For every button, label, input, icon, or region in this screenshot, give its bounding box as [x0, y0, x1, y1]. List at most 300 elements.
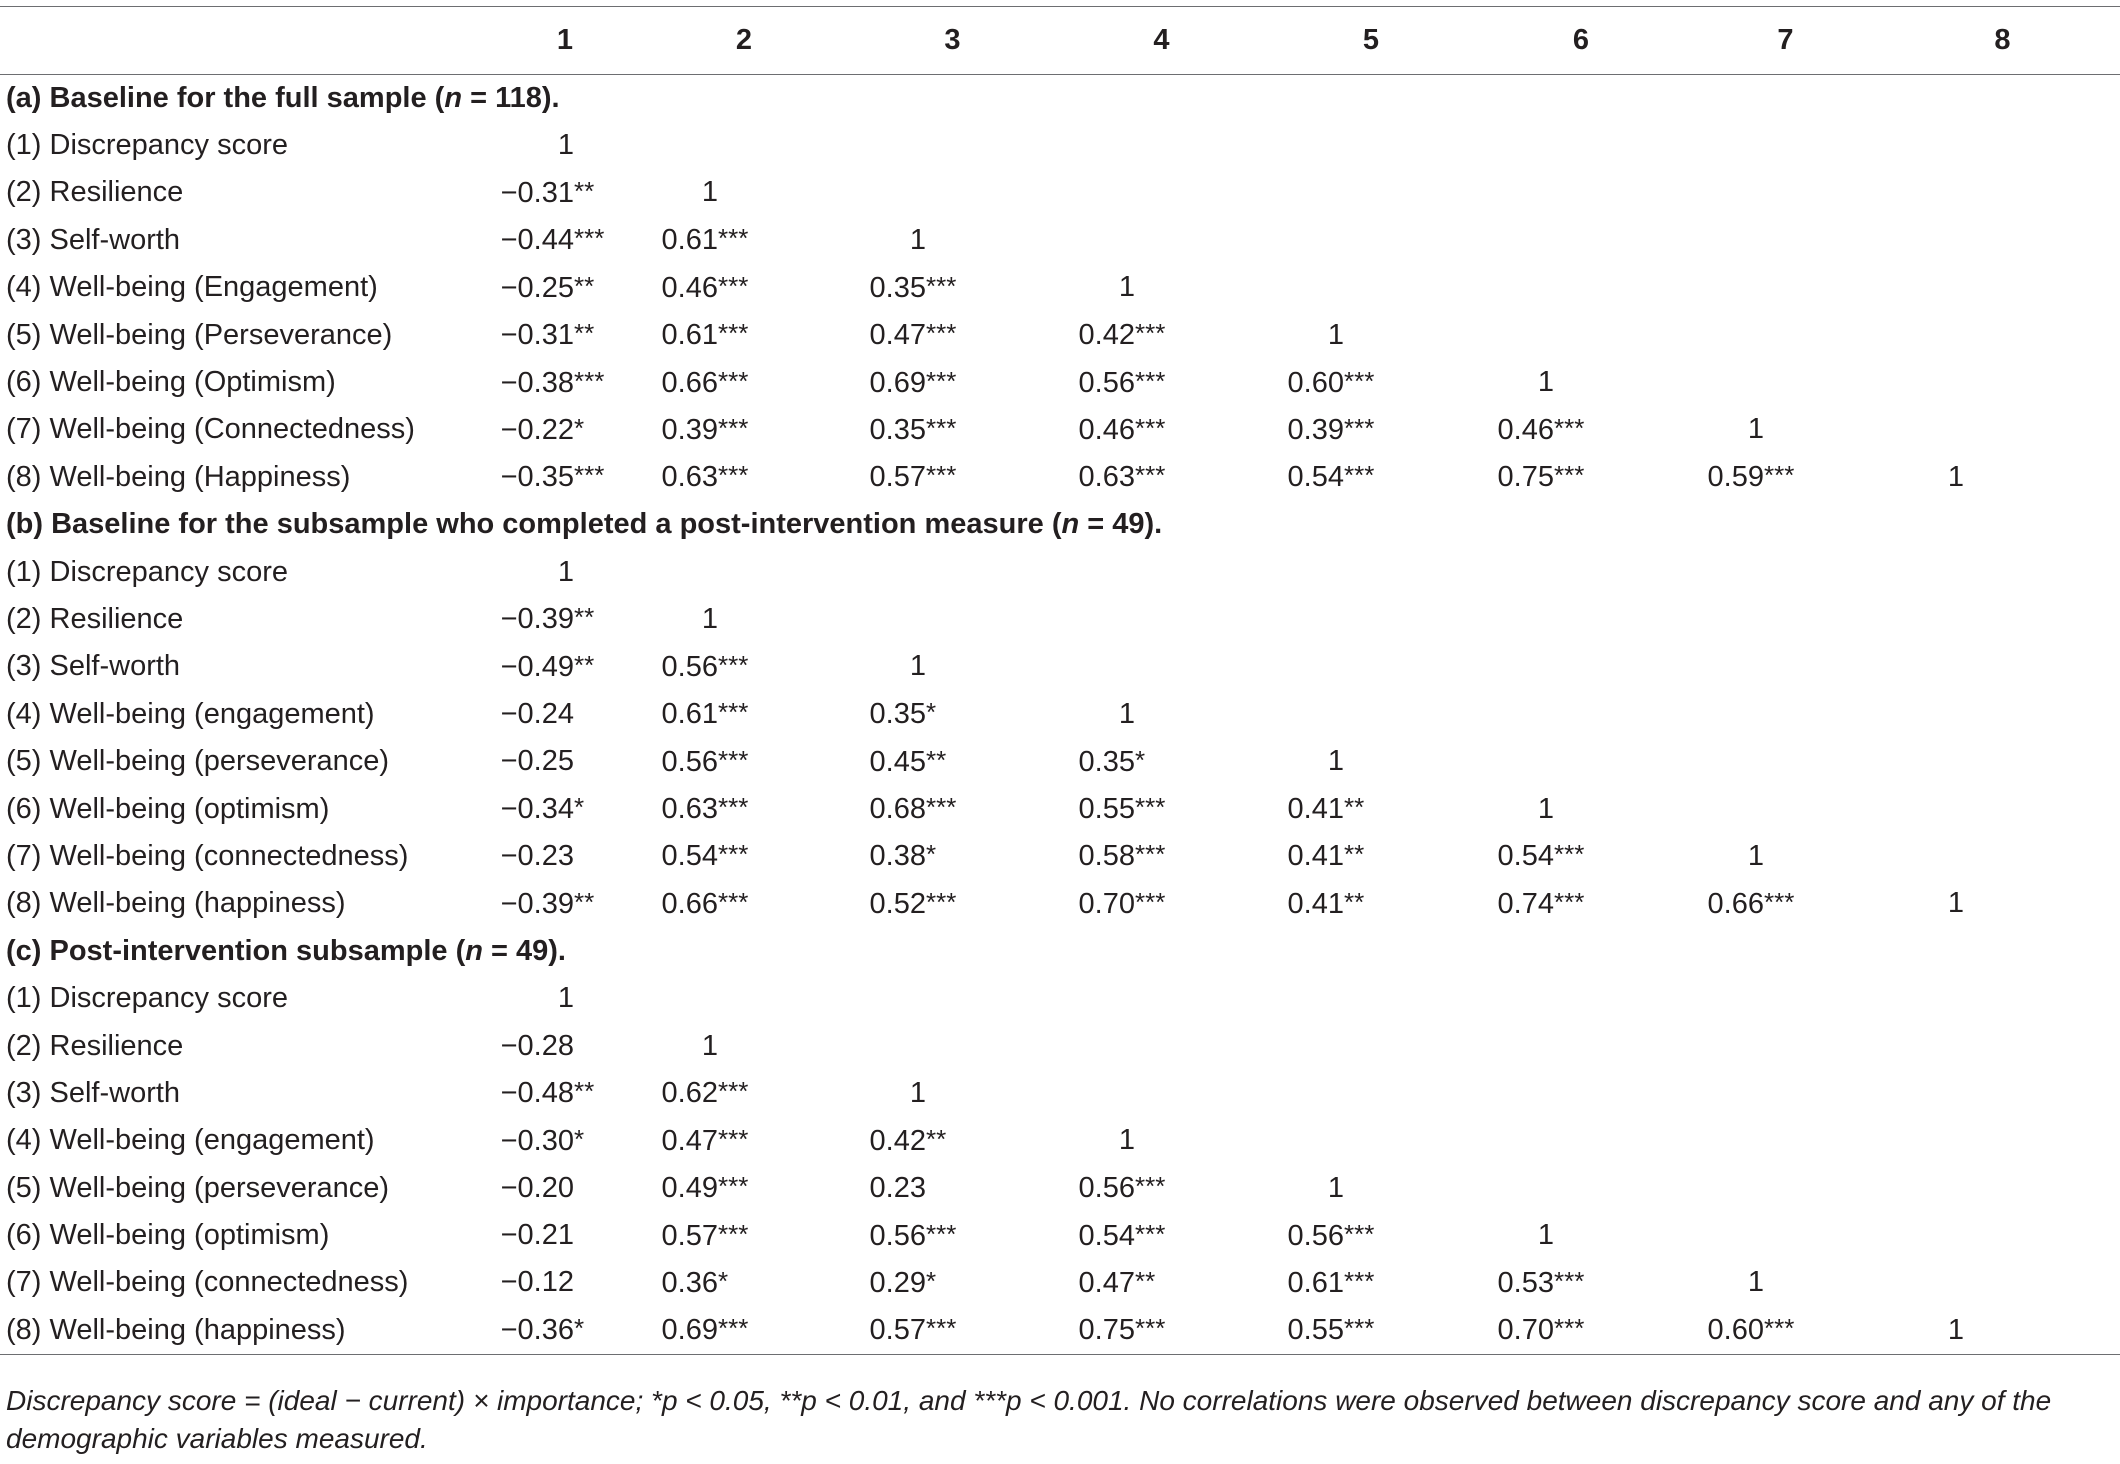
- correlation-value: 0.29: [869, 1266, 926, 1299]
- table-cell: [1476, 359, 1686, 406]
- column-header: 3: [944, 24, 961, 56]
- table-cell: [640, 691, 848, 738]
- table-cell: [848, 738, 1057, 785]
- section-title-text: (a) Baseline for the full sample (: [6, 81, 445, 114]
- correlation-value: 0.60: [1707, 1314, 1764, 1347]
- row-label: (8) Well-being (Happiness): [6, 460, 351, 493]
- table-cell: [1266, 454, 1476, 501]
- table-cell: [1686, 406, 1885, 453]
- correlation-value: 1: [1537, 792, 1554, 825]
- row-label: (2) Resilience: [6, 176, 184, 209]
- correlation-value: 1: [1118, 1124, 1135, 1157]
- table-row: [0, 548, 2120, 595]
- row-label: (6) Well-being (optimism): [6, 792, 330, 825]
- table-cell: [1266, 548, 1476, 595]
- table-cell: [490, 1259, 640, 1306]
- table-cell: [1266, 406, 1476, 453]
- significance-marker: **: [1135, 1265, 1156, 1296]
- correlation-value: −0.34: [500, 793, 574, 826]
- table-cell: [1476, 1070, 1686, 1117]
- correlation-value: 0.61: [661, 698, 718, 731]
- table-cell: [1476, 217, 1686, 264]
- correlation-value: 0.45: [869, 745, 926, 778]
- table-cell: [490, 122, 640, 169]
- correlation-value: −0.49: [500, 650, 574, 683]
- correlation-value: 1: [909, 650, 926, 683]
- significance-marker: ***: [1344, 365, 1375, 396]
- table-row: [0, 785, 2120, 832]
- table-cell: [1266, 596, 1476, 643]
- correlation-value: 0.68: [869, 793, 926, 826]
- correlation-value: 0.56: [1287, 1219, 1344, 1252]
- correlation-value: 0.47: [869, 319, 926, 352]
- table-cell: [1885, 1070, 2120, 1117]
- table-cell: [1885, 975, 2120, 1022]
- table-cell: [848, 122, 1057, 169]
- significance-marker: ***: [718, 412, 749, 443]
- table-cell: [1266, 169, 1476, 216]
- table-cell: [1885, 738, 2120, 785]
- table-cell: [1476, 1307, 1686, 1354]
- table-cell: [640, 311, 848, 358]
- table-row: [0, 311, 2120, 358]
- correlation-value: −0.39: [500, 603, 574, 636]
- table-cell: [1057, 1164, 1266, 1211]
- correlation-value: −0.23: [500, 839, 574, 872]
- row-label: (6) Well-being (optimism): [6, 1219, 330, 1252]
- table-cell: [1057, 406, 1266, 453]
- table-cell: [1885, 1259, 2120, 1306]
- significance-marker: **: [574, 649, 595, 680]
- correlation-value: 1: [1947, 460, 1964, 493]
- table-cell: [1686, 1022, 1885, 1069]
- table-cell: [1057, 785, 1266, 832]
- significance-marker: ***: [1554, 460, 1585, 491]
- table-cell: [1885, 454, 2120, 501]
- table-cell: [490, 1022, 640, 1069]
- row-label: (8) Well-being (happiness): [6, 887, 346, 920]
- significance-marker: ***: [1135, 412, 1166, 443]
- significance-marker: ***: [1344, 1313, 1375, 1344]
- correlation-value: 0.53: [1497, 1266, 1554, 1299]
- correlation-value: 0.70: [1078, 887, 1135, 920]
- column-header: 5: [1362, 24, 1380, 56]
- significance-marker: ***: [1764, 886, 1795, 917]
- row-label: (7) Well-being (Connectedness): [6, 413, 415, 446]
- table-cell: [490, 1117, 640, 1164]
- section-title-text: (c) Post-intervention subsample (: [6, 934, 466, 967]
- significance-marker: **: [574, 602, 595, 633]
- table-cell: [1057, 975, 1266, 1022]
- row-label: (1) Discrepancy score: [6, 555, 289, 588]
- correlation-value: 0.56: [869, 1219, 926, 1252]
- table-row: [0, 643, 2120, 690]
- significance-marker: ***: [1135, 792, 1166, 823]
- table-row: [0, 1164, 2120, 1211]
- table-cell: [490, 738, 640, 785]
- correlation-value: 0.60: [1287, 366, 1344, 399]
- table-cell: [1476, 1022, 1686, 1069]
- table-cell: [1266, 1070, 1476, 1117]
- correlation-value: 0.56: [661, 650, 718, 683]
- table-cell: [1476, 643, 1686, 690]
- significance-marker: *: [574, 792, 585, 823]
- table-cell: [1686, 833, 1885, 880]
- table-cell: [640, 785, 848, 832]
- table-cell: [1885, 1022, 2120, 1069]
- correlation-value: 0.58: [1078, 840, 1135, 873]
- table-cell: [1686, 359, 1885, 406]
- correlation-value: 0.62: [661, 1077, 718, 1110]
- table-cell: [848, 311, 1057, 358]
- table-cell: [1885, 169, 2120, 216]
- table-cell: [640, 975, 848, 1022]
- table-cell: [1057, 454, 1266, 501]
- significance-marker: ***: [1764, 460, 1795, 491]
- table-cell: [848, 1164, 1057, 1211]
- table-cell: [1686, 1307, 1885, 1354]
- table-footnote: Discrepancy score = (ideal − current) × importance; *p < 0.05, **p < 0.01, and ***p < 0.001. No correlations were observed between discrepancy score and any of the demographic variables measured.: [6, 1385, 2052, 1454]
- table-cell: [1686, 264, 1885, 311]
- correlation-value: 0.35: [1078, 745, 1135, 778]
- significance-marker: ***: [1344, 412, 1375, 443]
- table-cell: [640, 1164, 848, 1211]
- table-cell: [1266, 1164, 1476, 1211]
- correlation-value: 0.56: [1078, 366, 1135, 399]
- row-label: (4) Well-being (engagement): [6, 1124, 375, 1157]
- correlation-value: 0.63: [661, 461, 718, 494]
- table-cell: [848, 880, 1057, 927]
- correlation-table: [0, 6, 2120, 1355]
- correlation-value: 0.70: [1497, 1314, 1554, 1347]
- significance-marker: ***: [926, 270, 957, 301]
- table-cell: [490, 454, 640, 501]
- section-title: [0, 75, 2120, 122]
- correlation-value: 1: [1947, 887, 1964, 920]
- table-cell: [848, 833, 1057, 880]
- significance-marker: ***: [1135, 1218, 1166, 1249]
- correlation-value: 0.69: [869, 366, 926, 399]
- table-cell: [1057, 122, 1266, 169]
- correlation-value: −0.44: [500, 224, 574, 257]
- table-cell: [490, 359, 640, 406]
- correlation-value: 0.56: [661, 745, 718, 778]
- correlation-value: 0.66: [661, 366, 718, 399]
- table-cell: [1686, 1259, 1885, 1306]
- column-header: 8: [1994, 24, 2011, 56]
- row-label: (6) Well-being (Optimism): [6, 366, 336, 399]
- table-cell: [640, 1022, 848, 1069]
- table-cell: [1686, 1212, 1885, 1259]
- table-cell: [1266, 217, 1476, 264]
- significance-marker: ***: [1135, 318, 1166, 349]
- correlation-value: 0.52: [869, 887, 926, 920]
- table-cell: [1266, 122, 1476, 169]
- correlation-value: 1: [1327, 318, 1344, 351]
- section-title-n: n: [465, 934, 483, 967]
- correlation-value: 0.46: [1078, 413, 1135, 446]
- table-cell: [490, 643, 640, 690]
- correlation-value: 0.59: [1707, 461, 1764, 494]
- section-title-end: = 49).: [482, 934, 566, 967]
- row-label: (8) Well-being (happiness): [0, 1307, 490, 1354]
- table-row: [0, 880, 2120, 927]
- table-cell: [1476, 833, 1686, 880]
- significance-marker: ***: [718, 1218, 749, 1249]
- significance-marker: *: [926, 1265, 937, 1296]
- table-cell: [1686, 454, 1885, 501]
- correlation-value: −0.12: [500, 1266, 574, 1299]
- table-cell: [1476, 548, 1686, 595]
- row-label: (5) Well-being (perseverance): [6, 745, 390, 778]
- correlation-value: 0.75: [1497, 461, 1554, 494]
- correlation-value: 0.69: [661, 1314, 718, 1347]
- table-row: [0, 169, 2120, 216]
- table-row: [0, 1259, 2120, 1306]
- correlation-value: 1: [1327, 1171, 1344, 1204]
- correlation-value: −0.35: [500, 461, 574, 494]
- table-cell: [490, 833, 640, 880]
- correlation-value: 0.74: [1497, 887, 1554, 920]
- row-label: (3) Self-worth: [6, 650, 181, 683]
- correlation-value: 0.63: [661, 793, 718, 826]
- correlation-value: 0.42: [869, 1124, 926, 1157]
- correlation-value: 1: [909, 1076, 926, 1109]
- table-cell: [848, 1070, 1057, 1117]
- table-cell: [490, 406, 640, 453]
- table-row: [0, 1212, 2120, 1259]
- correlation-value: 0.47: [661, 1124, 718, 1157]
- correlation-value: 0.41: [1287, 793, 1344, 826]
- table-cell: [640, 406, 848, 453]
- table-cell: [1686, 880, 1885, 927]
- significance-marker: **: [1344, 839, 1365, 870]
- correlation-value: −0.22: [500, 413, 574, 446]
- table-cell: [848, 1117, 1057, 1164]
- correlation-value: −0.38: [500, 366, 574, 399]
- significance-marker: *: [1135, 744, 1146, 775]
- correlation-value: 1: [1947, 1313, 1964, 1346]
- row-label: (5) Well-being (Perseverance): [6, 318, 393, 351]
- correlation-value: 1: [557, 982, 574, 1015]
- row-label: (4) Well-being (Engagement): [6, 271, 378, 304]
- table-cell: [490, 975, 640, 1022]
- table-cell: [1266, 785, 1476, 832]
- correlation-value: 0.56: [1078, 1172, 1135, 1205]
- correlation-value: −0.31: [500, 319, 574, 352]
- column-header: 6: [1572, 24, 1590, 56]
- correlation-value: 0.54: [661, 840, 718, 873]
- correlation-value: 0.54: [1078, 1219, 1135, 1252]
- significance-marker: *: [926, 839, 937, 870]
- significance-marker: ***: [574, 460, 605, 491]
- table-cell: [848, 169, 1057, 216]
- row-label: (2) Resilience: [6, 1029, 184, 1062]
- table-cell: [1266, 643, 1476, 690]
- correlation-value: 1: [1327, 745, 1344, 778]
- row-label: (7) Well-being (connectedness): [6, 1266, 409, 1299]
- table-row: [0, 1117, 2120, 1164]
- table-row: [0, 359, 2120, 406]
- table-cell: [1266, 1307, 1476, 1354]
- header-corner: [0, 7, 490, 75]
- table-cell: [1686, 311, 1885, 358]
- correlation-value: 1: [1747, 413, 1764, 446]
- row-label: (1) Discrepancy score: [6, 129, 289, 162]
- table-cell: [1686, 596, 1885, 643]
- correlation-value: 1: [557, 555, 574, 588]
- table-cell: [1686, 785, 1885, 832]
- table-cell: [1686, 691, 1885, 738]
- significance-marker: ***: [926, 1313, 957, 1344]
- table-cell: [1057, 596, 1266, 643]
- table-cell: [848, 1307, 1057, 1354]
- table-cell: [848, 691, 1057, 738]
- table-cell: [848, 406, 1057, 453]
- table-cell: [1057, 1022, 1266, 1069]
- significance-marker: ***: [718, 744, 749, 775]
- table-cell: [1057, 738, 1266, 785]
- significance-marker: **: [926, 1123, 947, 1154]
- table-cell: [1885, 406, 2120, 453]
- table-cell: [1686, 169, 1885, 216]
- correlation-value: 0.75: [1078, 1314, 1135, 1347]
- significance-marker: ***: [718, 886, 749, 917]
- table-cell: [1057, 643, 1266, 690]
- significance-marker: ***: [926, 886, 957, 917]
- table-cell: [1476, 785, 1686, 832]
- table-cell: [1686, 1070, 1885, 1117]
- table-cell: [848, 643, 1057, 690]
- correlation-value: 0.42: [1078, 319, 1135, 352]
- significance-marker: ***: [926, 318, 957, 349]
- significance-marker: **: [574, 175, 595, 206]
- table-cell: [1476, 169, 1686, 216]
- significance-marker: ***: [718, 697, 749, 728]
- table-cell: [848, 264, 1057, 311]
- significance-marker: ***: [718, 365, 749, 396]
- significance-marker: *: [574, 412, 585, 443]
- section-title: [0, 928, 2120, 975]
- table-cell: [1057, 548, 1266, 595]
- table-cell: [640, 1070, 848, 1117]
- table-cell: [1266, 1117, 1476, 1164]
- correlation-value: −0.20: [500, 1171, 574, 1204]
- significance-marker: ***: [1764, 1313, 1795, 1344]
- table-cell: [1686, 548, 1885, 595]
- significance-marker: **: [926, 744, 947, 775]
- table-cell: [1885, 217, 2120, 264]
- table-cell: [490, 264, 640, 311]
- correlation-value: 0.41: [1287, 840, 1344, 873]
- significance-marker: ***: [1554, 412, 1585, 443]
- table-cell: [640, 359, 848, 406]
- table-row: [0, 833, 2120, 880]
- significance-marker: ***: [718, 460, 749, 491]
- significance-marker: ***: [1554, 1313, 1585, 1344]
- significance-marker: ***: [1135, 460, 1166, 491]
- table-cell: [640, 1212, 848, 1259]
- table-cell: [1057, 1212, 1266, 1259]
- significance-marker: **: [1344, 792, 1365, 823]
- table-cell: [640, 122, 848, 169]
- table-cell: [640, 1117, 848, 1164]
- significance-marker: ***: [718, 1123, 749, 1154]
- table-cell: [848, 548, 1057, 595]
- correlation-value: −0.36: [500, 1314, 574, 1347]
- table-cell: [640, 1307, 848, 1354]
- table-cell: [1266, 738, 1476, 785]
- significance-marker: *: [926, 697, 937, 728]
- table-cell: [1057, 691, 1266, 738]
- table-cell: [1266, 1022, 1476, 1069]
- correlation-value: 1: [1747, 1266, 1764, 1299]
- correlation-value: −0.25: [500, 745, 574, 778]
- significance-marker: ***: [1554, 1265, 1585, 1296]
- significance-marker: ***: [718, 792, 749, 823]
- table-cell: [1266, 975, 1476, 1022]
- significance-marker: ***: [718, 318, 749, 349]
- correlation-value: −0.30: [500, 1124, 574, 1157]
- significance-marker: ***: [1135, 1313, 1166, 1344]
- section-header-row: [0, 501, 2120, 548]
- significance-marker: ***: [926, 460, 957, 491]
- correlation-value: 0.55: [1078, 793, 1135, 826]
- table-cell: [1885, 643, 2120, 690]
- table-cell: [1057, 1259, 1266, 1306]
- table-cell: [1476, 122, 1686, 169]
- row-label: (1) Discrepancy score: [6, 982, 289, 1015]
- significance-marker: ***: [926, 1218, 957, 1249]
- table-cell: [640, 738, 848, 785]
- correlation-value: −0.25: [500, 271, 574, 304]
- correlation-value: 1: [557, 129, 574, 162]
- table-cell: [1885, 1212, 2120, 1259]
- significance-marker: ***: [718, 839, 749, 870]
- significance-marker: ***: [718, 223, 749, 254]
- table-cell: [640, 880, 848, 927]
- table-cell: [1266, 691, 1476, 738]
- table-cell: [1476, 596, 1686, 643]
- correlation-value: −0.21: [500, 1219, 574, 1252]
- correlation-value: 0.39: [661, 413, 718, 446]
- significance-marker: ***: [1135, 365, 1166, 396]
- column-header: 4: [1153, 24, 1170, 56]
- significance-marker: ***: [926, 365, 957, 396]
- table-row: [0, 454, 2120, 501]
- correlation-value: 0.47: [1078, 1266, 1135, 1299]
- significance-marker: **: [574, 270, 595, 301]
- correlation-value: 0.35: [869, 271, 926, 304]
- table-cell: [1057, 1117, 1266, 1164]
- table-cell: [1476, 264, 1686, 311]
- correlation-value: 0.61: [661, 319, 718, 352]
- table-cell: [1885, 122, 2120, 169]
- section-title-end: = 118).: [462, 81, 560, 114]
- table-cell: [490, 785, 640, 832]
- significance-marker: ***: [718, 1076, 749, 1107]
- significance-marker: ***: [1554, 886, 1585, 917]
- significance-marker: **: [574, 886, 595, 917]
- correlation-value: 0.54: [1497, 840, 1554, 873]
- table-cell: [1266, 833, 1476, 880]
- table-cell: [490, 311, 640, 358]
- table-cell: [1885, 1117, 2120, 1164]
- table-body: [0, 75, 2120, 1355]
- significance-marker: *: [574, 1123, 585, 1154]
- table-cell: [1476, 311, 1686, 358]
- table-cell: [1266, 311, 1476, 358]
